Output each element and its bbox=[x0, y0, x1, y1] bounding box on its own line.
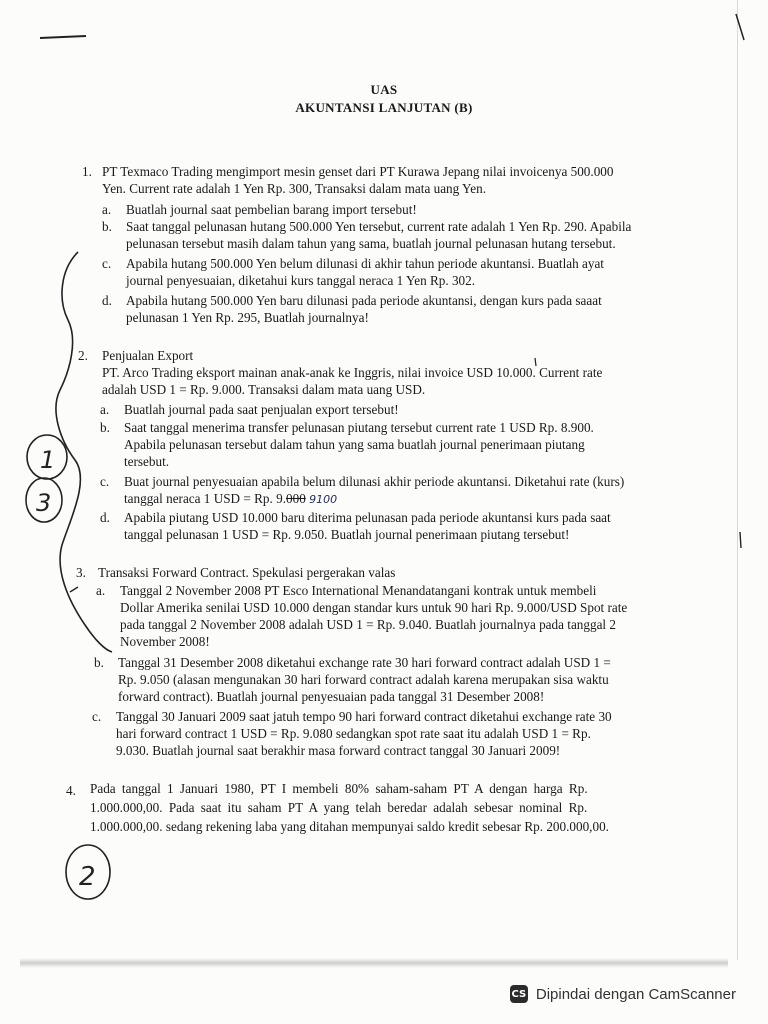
struck-value: 000 bbox=[286, 491, 306, 506]
question-text: PT Texmaco Trading mengimport mesin genset dari PT Kurawa Jepang nilai invoicenya 500.000 bbox=[102, 164, 614, 179]
question-text: Transaksi Forward Contract. Spekulasi pergerakan valas bbox=[98, 565, 396, 580]
hand-number-3: 3 bbox=[36, 489, 52, 517]
sub-item: d. Apabila hutang 500.000 Yen baru dilunasi pada periode akuntansi, dengan kurs pada saaat pelunasan 1 Yen Rp. 295, Buatlah journalnya! bbox=[102, 293, 602, 325]
question-text: 1.000.000,00. Pada saat itu saham PT A yang telah beredar adalah sebesar nominal Rp. bbox=[90, 800, 588, 815]
question-number: 1. bbox=[82, 164, 92, 179]
question-2 bbox=[78, 347, 625, 542]
tick-mark-q3 bbox=[70, 587, 78, 592]
sub-item: c. Buat journal penyesuaian apabila belum dilunasi akhir periode akuntansi. Diketahui rate (kurs) tanggal neraca 1 USD = Rp. 9.000 9100 bbox=[100, 474, 625, 506]
question-text: Penjualan Export bbox=[102, 348, 194, 363]
question-text: Pada tanggal 1 Januari 1980, PT I membeli 80% saham-saham PT A dengan harga Rp. bbox=[90, 781, 588, 796]
handwritten-correction: 9100 bbox=[309, 493, 338, 506]
exam-title: UAS bbox=[370, 82, 398, 97]
camscanner-watermark bbox=[510, 985, 736, 1003]
question-text: adalah USD 1 = Rp. 9.000. Transaksi dalam mata uang USD. bbox=[102, 382, 426, 397]
course-title: AKUNTANSI LANJUTAN (B) bbox=[295, 100, 473, 115]
question-number: 3. bbox=[76, 565, 86, 580]
sub-item: b. Saat tanggal menerima transfer pelunasan piutang tersebut current rate 1 USD Rp. 8.900. Apabila pelunasan tersebut dalam tahun yang sama buatlah journal penerimaan piutang tersebut. bbox=[100, 420, 594, 469]
sub-item: a. Buatlah journal pada saat penjualan export tersebut! bbox=[100, 402, 399, 417]
sub-item: a. Tanggal 2 November 2008 PT Esco International Menandatangani kontrak untuk membeli Dollar Amerika senilai USD 10.000 dengan standar kurs untuk 90 hari Rp. 9.000/USD Spot rate pada tanggal 2 November 2008 adalah USD 1 = Rp. 9.040. Buatlah journalnya pada tanggal 2 November 2008! bbox=[96, 583, 628, 649]
sub-item: c. Tanggal 30 Januari 2009 saat jatuh tempo 90 hari forward contract diketahui exchange rate 30 hari forward contract 1 USD = Rp. 9.080 sedangkan spot rate saat itu adalah USD 1 = Rp. 9.030. Buatlah journal saat berakhir masa forward contract tanggal 30 Januari 2009! bbox=[92, 709, 612, 758]
hand-number-2: 2 bbox=[79, 862, 96, 892]
question-number: 4. bbox=[66, 783, 76, 798]
tick-mark-right bbox=[740, 532, 741, 548]
sub-item: b. Saat tanggal pelunasan hutang 500.000 Yen tersebut, current rate adalah 1 Yen Rp. 290. Apabila pelunasan tersebut masih dalam tahun yang sama, buatlah journal pelunasan hutang tersebut. bbox=[102, 219, 632, 251]
question-1 bbox=[82, 163, 632, 325]
question-text: 1.000.000,00. sedang rekening laba yang ditahan mempunyai saldo kredit sebesar Rp. 200.000,00. bbox=[90, 819, 609, 834]
question-text: Yen. Current rate adalah 1 Yen Rp. 300, Transaksi dalam mata uang Yen. bbox=[102, 181, 486, 196]
question-number: 2. bbox=[78, 348, 88, 363]
watermark-text: Dipindai dengan CamScanner bbox=[535, 985, 736, 1003]
sub-item: c. Apabila hutang 500.000 Yen belum dilunasi di akhir tahun periode akuntansi. Buatlah ayat journal penyesuaian, diketahui kurs tanggal neraca 1 Yen Rp. 302. bbox=[102, 256, 604, 288]
pen-stroke-top-left bbox=[40, 36, 86, 38]
sub-item: d. Apabila piutang USD 10.000 baru diterima pelunasan pada periode akuntansi kurs pada saat tanggal pelunasan 1 USD = Rp. 9.050. Buatlah journal penerimaan piutang tersebut! bbox=[100, 510, 611, 542]
sub-item: a. Buatlah journal saat pembelian barang import tersebut! bbox=[102, 202, 417, 217]
question-3 bbox=[76, 564, 628, 758]
pen-stroke-top-right bbox=[736, 14, 744, 40]
camscanner-logo-icon: CS bbox=[510, 985, 528, 1003]
question-text: PT. Arco Trading eksport mainan anak-anak ke Inggris, nilai invoice USD 10.000. Current rate bbox=[102, 365, 603, 380]
sub-item: b. Tanggal 31 Desember 2008 diketahui exchange rate 30 hari forward contract adalah USD 1 = Rp. 9.050 (alasan mengunakan 30 hari forward contract adalah karena merupakan sisa waktu forward contract). Buatlah journal penyesuaian pada tanggal 31 Desember 2008! bbox=[94, 655, 611, 704]
hand-number-1: 1 bbox=[40, 446, 56, 474]
question-4 bbox=[66, 779, 609, 836]
